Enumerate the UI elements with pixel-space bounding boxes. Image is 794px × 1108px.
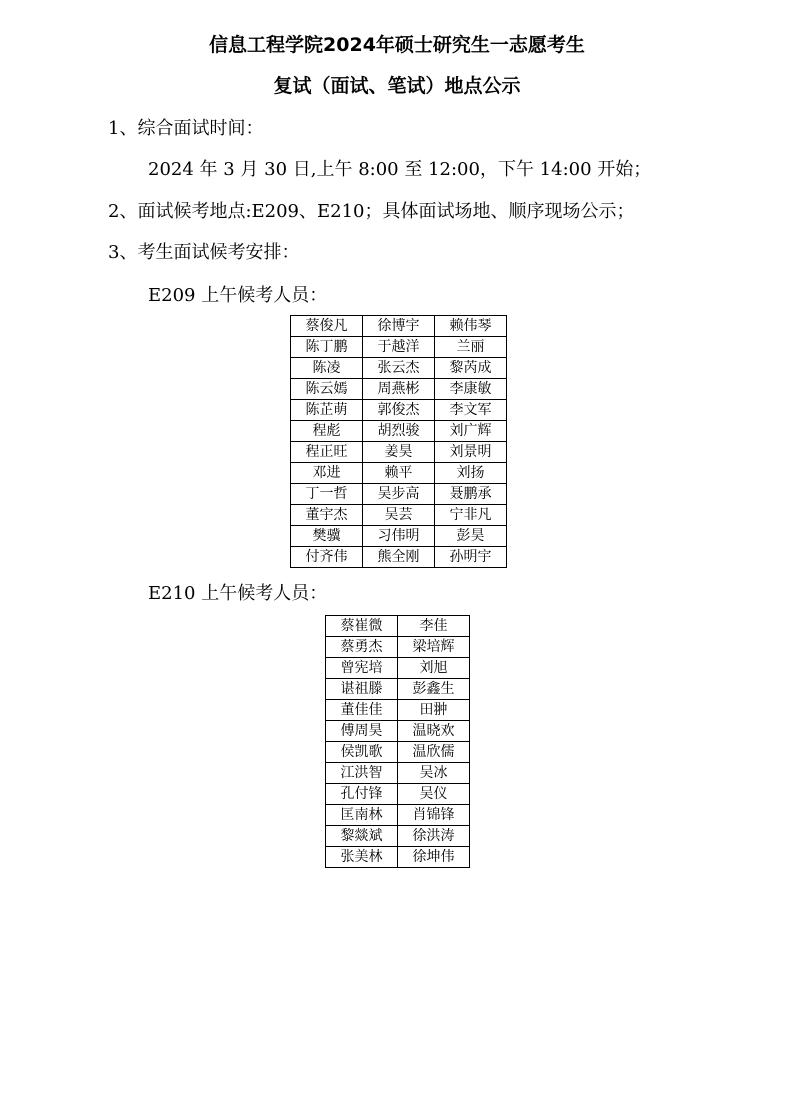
name-cell: 吴步高 (363, 484, 435, 505)
table-row (291, 358, 507, 379)
table-row (326, 763, 470, 784)
name-cell: 孔付锋 (326, 784, 398, 805)
waiting-location-text: 2、面试候考地点:E209、E210；具体面试场地、顺序现场公示； (108, 201, 635, 222)
table-row (291, 400, 507, 421)
name-cell: 彭昊 (435, 526, 507, 547)
name-cell: 付齐伟 (291, 547, 363, 568)
name-cell: 周燕彬 (363, 379, 435, 400)
name-cell: 陈丁鹏 (291, 337, 363, 358)
interview-time-text: 2024 年 3 月 30 日,上午 8:00 至 12:00，下午 14:00 开始； (148, 159, 652, 180)
name-cell: 丁一哲 (291, 484, 363, 505)
table-row (291, 421, 507, 442)
table-row (326, 721, 470, 742)
table-row (291, 442, 507, 463)
name-cell: 黎芮成 (435, 358, 507, 379)
name-cell: 陈凌 (291, 358, 363, 379)
table-row (291, 337, 507, 358)
table-row (326, 742, 470, 763)
name-cell: 刘景明 (435, 442, 507, 463)
name-cell: 梁培辉 (398, 637, 470, 658)
name-cell: 侯凯歌 (326, 742, 398, 763)
name-cell: 郭俊杰 (363, 400, 435, 421)
name-cell: 田翀 (398, 700, 470, 721)
name-cell: 徐坤伟 (398, 847, 470, 868)
name-cell: 邓进 (291, 463, 363, 484)
name-cell: 于越洋 (363, 337, 435, 358)
name-cell: 董宇杰 (291, 505, 363, 526)
page-title: 信息工程学院2024年硕士研究生一志愿考生 (209, 34, 585, 56)
table-row (326, 784, 470, 805)
name-cell: 刘旭 (398, 658, 470, 679)
e209-roster-table (290, 315, 507, 568)
name-cell: 曾宪培 (326, 658, 398, 679)
name-cell: 温欣儒 (398, 742, 470, 763)
name-cell: 彭鑫生 (398, 679, 470, 700)
name-cell: 谌祖滕 (326, 679, 398, 700)
table-row (291, 505, 507, 526)
name-cell: 樊骥 (291, 526, 363, 547)
table-row (291, 316, 507, 337)
name-cell: 张美林 (326, 847, 398, 868)
name-cell: 吴仪 (398, 784, 470, 805)
name-cell: 刘扬 (435, 463, 507, 484)
name-cell: 赖伟琴 (435, 316, 507, 337)
name-cell: 徐博宇 (363, 316, 435, 337)
name-cell: 胡烈骏 (363, 421, 435, 442)
name-cell: 蔡勇杰 (326, 637, 398, 658)
table-row (326, 616, 470, 637)
name-cell: 徐洪涛 (398, 826, 470, 847)
table-row (291, 526, 507, 547)
name-cell: 肖锦锋 (398, 805, 470, 826)
name-cell: 吴芸 (363, 505, 435, 526)
name-cell: 陈芷萌 (291, 400, 363, 421)
name-cell: 蔡俊凡 (291, 316, 363, 337)
name-cell: 兰丽 (435, 337, 507, 358)
section1-heading: 1、综合面试时间： (108, 118, 264, 139)
table-row (326, 805, 470, 826)
table-row (291, 463, 507, 484)
table-row (291, 379, 507, 400)
name-cell: 聂鹏承 (435, 484, 507, 505)
e210-roster-table (325, 615, 470, 868)
name-cell: 姜昊 (363, 442, 435, 463)
name-cell: 陈云嫣 (291, 379, 363, 400)
name-cell: 孙明宇 (435, 547, 507, 568)
name-cell: 蔡崔微 (326, 616, 398, 637)
name-cell: 赖平 (363, 463, 435, 484)
name-cell: 董佳佳 (326, 700, 398, 721)
section3-heading: 3、考生面试候考安排： (108, 242, 300, 263)
name-cell: 程彪 (291, 421, 363, 442)
e209-heading: E209 上午候考人员： (148, 285, 328, 306)
name-cell: 黎燚斌 (326, 826, 398, 847)
name-cell: 匡南林 (326, 805, 398, 826)
name-cell: 江洪智 (326, 763, 398, 784)
name-cell: 吴冰 (398, 763, 470, 784)
table-row (291, 547, 507, 568)
table-row (291, 484, 507, 505)
name-cell: 宁非凡 (435, 505, 507, 526)
table-row (326, 847, 470, 868)
name-cell: 刘广辉 (435, 421, 507, 442)
name-cell: 张云杰 (363, 358, 435, 379)
table-row (326, 700, 470, 721)
name-cell: 李佳 (398, 616, 470, 637)
table-row (326, 658, 470, 679)
name-cell: 李文军 (435, 400, 507, 421)
name-cell: 程正旺 (291, 442, 363, 463)
e210-heading: E210 上午候考人员： (148, 583, 328, 604)
name-cell: 温晓欢 (398, 721, 470, 742)
name-cell: 熊全刚 (363, 547, 435, 568)
table-row (326, 679, 470, 700)
name-cell: 习伟明 (363, 526, 435, 547)
table-row (326, 826, 470, 847)
table-row (326, 637, 470, 658)
page-subtitle: 复试（面试、笔试）地点公示 (273, 75, 521, 97)
name-cell: 李康敏 (435, 379, 507, 400)
name-cell: 傅周昊 (326, 721, 398, 742)
